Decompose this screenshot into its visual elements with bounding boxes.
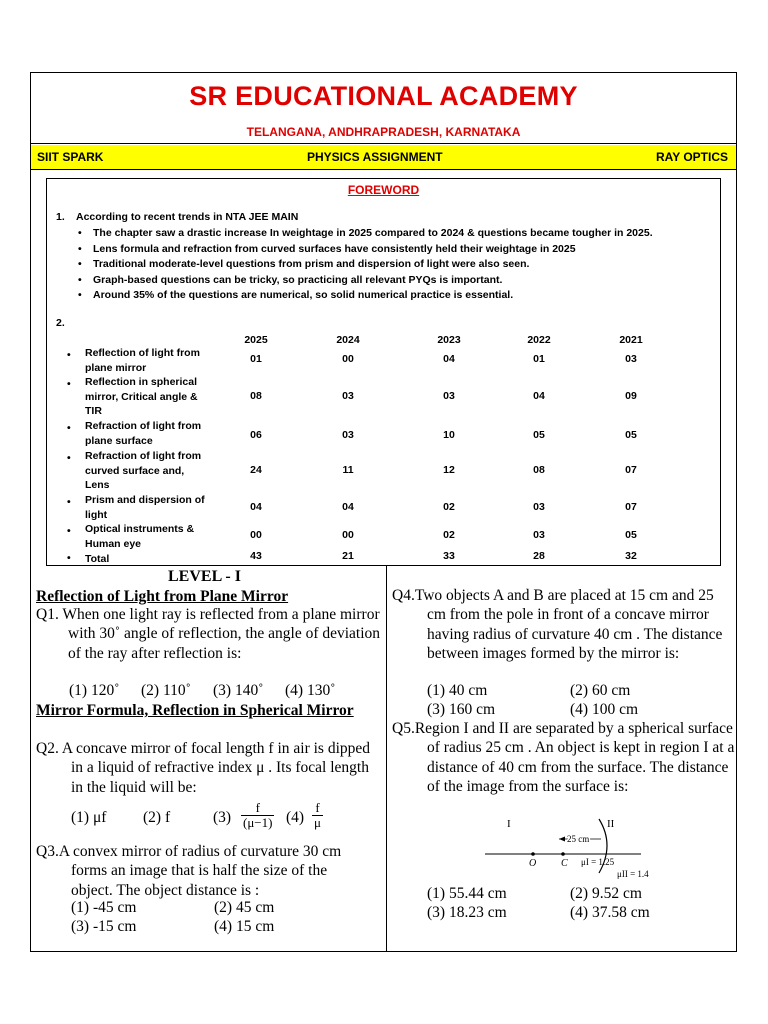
table-cell: 43 — [250, 550, 262, 562]
option: (2) 45 cm — [214, 899, 275, 916]
question-q3: Q3.A convex mirror of radius of curvature 30 cm forms an image that is half the size of the object. The object distance is : — [36, 843, 342, 899]
table-cell: 03 — [342, 390, 354, 402]
region-2-label: II — [607, 818, 615, 830]
table-cell: 01 — [533, 353, 545, 365]
academy-title: SR EDUCATIONAL ACADEMY — [189, 81, 578, 111]
list-item: • Lens formula and refraction from curved surfaces have consistently held their weightage in 2025 — [76, 243, 653, 259]
bullet-icon: • — [67, 452, 71, 464]
table-cell: 00 — [250, 529, 262, 541]
table-cell: 10 — [443, 429, 455, 441]
list-item: • The chapter saw a drastic increase In weightage in 2025 compared to 2024 & questions became tougher in 2025. — [76, 227, 653, 243]
table-cell: 08 — [533, 464, 545, 476]
topic-label: Reflection of light from plane mirror — [85, 347, 200, 374]
year-header: 2023 — [437, 334, 461, 346]
table-cell: 05 — [533, 429, 545, 441]
bullet-icon: • — [67, 525, 71, 537]
point-c-marker — [561, 852, 565, 856]
refraction-diagram — [481, 815, 671, 883]
option: (4) 37.58 cm — [570, 904, 650, 921]
q4-options — [392, 682, 732, 722]
table-cell: 04 — [443, 353, 455, 365]
point-number: 1. — [56, 211, 65, 223]
program-name: SIIT SPARK — [37, 150, 104, 164]
point-o-label: O — [529, 858, 537, 869]
point-c-label: C — [561, 858, 568, 869]
states-subtitle: TELANGANA, ANDHRAPRADESH, KARNATAKA — [246, 125, 521, 139]
table-cell: 28 — [533, 550, 545, 562]
topic-label: Total — [85, 553, 110, 565]
list-item: • Traditional moderate-level questions from prism and dispersion of light were also seen. — [76, 258, 653, 274]
bullet-icon: • — [67, 349, 71, 361]
point-o-marker — [531, 852, 535, 856]
bullet-icon: • — [67, 378, 71, 390]
option: (2) 110˚ — [141, 682, 191, 699]
table-cell: 02 — [443, 501, 455, 513]
option: (1) μf — [71, 809, 107, 826]
option: (4) 130˚ — [285, 682, 336, 699]
topic-label: Refraction of light from curved surface and, Lens — [85, 450, 202, 491]
table-cell: 03 — [533, 529, 545, 541]
question-q1: Q1. When one light ray is reflected from a plane mirror with 30˚ angle of reflection, the angle of deviation of the ray after reflection is: — [36, 606, 381, 662]
table-cell: 06 — [250, 429, 262, 441]
topic-label: Optical instruments & Human eye — [85, 523, 195, 550]
table-cell: 05 — [625, 529, 637, 541]
option: (3) — [213, 809, 232, 826]
bullet-icon: • — [67, 496, 71, 508]
table-cell: 09 — [625, 390, 637, 402]
table-cell: 03 — [443, 390, 455, 402]
option: (4) — [286, 809, 305, 826]
header-divider — [31, 143, 736, 144]
section-heading: Mirror Formula, Reflection in Spherical Mirror — [36, 702, 354, 719]
option: (2) 9.52 cm — [570, 885, 642, 902]
arrow-head-icon — [559, 837, 565, 842]
table-cell: 05 — [625, 429, 637, 441]
list-item: • Graph-based questions can be tricky, so practicing all relevant PYQs is important. — [76, 274, 653, 290]
question-q2: Q2. A concave mirror of focal length f in air is dipped in a liquid of refractive index μ . Its focal length in the liquid will be: — [36, 740, 371, 796]
table-cell: 07 — [625, 464, 637, 476]
option: (2) f — [143, 809, 171, 826]
option: (3) -15 cm — [71, 918, 137, 935]
option: (4) 15 cm — [214, 918, 275, 935]
chapter-name: RAY OPTICS — [655, 150, 728, 164]
topic-label: Prism and dispersion of light — [85, 494, 205, 521]
option: (1) -45 cm — [71, 899, 137, 916]
topic-label: Refraction of light from plane surface — [85, 420, 202, 447]
assignment-type: PHYSICS ASSIGNMENT — [307, 150, 443, 164]
mu2-label: μII = 1.4 — [617, 869, 649, 879]
option: (1) 40 cm — [427, 682, 488, 699]
option: (3) 18.23 cm — [427, 904, 507, 921]
mu1-label: μI = 1.25 — [581, 857, 615, 867]
table-cell: 12 — [443, 464, 455, 476]
option: (2) 60 cm — [570, 682, 631, 699]
fraction-option: $\frac{f}{\mu}$ — [314, 800, 321, 830]
table-cell: 04 — [533, 390, 545, 402]
point-number: 2. — [56, 317, 65, 329]
table-cell: 04 — [342, 501, 354, 513]
section-heading: Reflection of Light from Plane Mirror — [36, 588, 289, 605]
table-cell: 02 — [443, 529, 455, 541]
option: (3) 160 cm — [427, 701, 496, 718]
table-cell: 00 — [342, 529, 354, 541]
table-cell: 03 — [342, 429, 354, 441]
question-q5: Q5.Region I and II are separated by a spherical surface of radius 25 cm . An object is kept in region I at a distance of 40 cm from the surface. The distance of the image from the surface is: — [392, 720, 735, 795]
table-cell: 21 — [342, 550, 354, 562]
q3-options — [36, 899, 381, 939]
list-item: • Around 35% of the questions are numerical, so solid numerical practice is essential. — [76, 289, 653, 305]
table-cell: 11 — [342, 464, 354, 476]
option: (1) 120˚ — [69, 682, 120, 699]
table-cell: 32 — [625, 550, 637, 562]
table-cell: 33 — [443, 550, 455, 562]
bullet-icon: • — [67, 422, 71, 434]
bullet-icon: • — [67, 552, 71, 564]
trend-intro: According to recent trends in NTA JEE MAIN — [76, 211, 299, 223]
region-1-label: I — [507, 818, 511, 830]
table-cell: 00 — [342, 353, 354, 365]
option: (3) 140˚ — [213, 682, 264, 699]
q1-options — [36, 682, 381, 702]
table-cell: 08 — [250, 390, 262, 402]
year-header: 2021 — [619, 334, 643, 346]
table-cell: 07 — [625, 501, 637, 513]
q5-options — [392, 885, 732, 925]
foreword-box — [46, 178, 721, 566]
trend-list — [76, 227, 653, 305]
option: (4) 100 cm — [570, 701, 639, 718]
table-cell: 03 — [625, 353, 637, 365]
table-cell: 24 — [250, 464, 262, 476]
topic-label: Reflection in spherical mirror, Critical angle & TIR — [85, 376, 198, 417]
table-cell: 04 — [250, 501, 262, 513]
worksheet-page — [30, 72, 737, 952]
year-header: 2024 — [336, 334, 360, 346]
year-header: 2025 — [244, 334, 268, 346]
table-cell: 03 — [533, 501, 545, 513]
level-heading: LEVEL - I — [168, 568, 241, 585]
year-header: 2022 — [527, 334, 551, 346]
table-cell: 01 — [250, 353, 262, 365]
info-bar — [31, 145, 736, 170]
question-q4: Q4.Two objects A and B are placed at 15 cm and 25 cm from the pole in front of a concave mirror having radius of curvature 40 cm . The distance between images formed by the mirror is: — [392, 587, 723, 662]
distance-label: 25 cm — [567, 834, 590, 844]
fraction-option: $\frac{f}{(\mu-1)}$ — [243, 800, 273, 830]
column-divider — [386, 566, 387, 951]
foreword-title: FOREWORD — [347, 183, 420, 197]
option: (1) 55.44 cm — [427, 885, 507, 902]
q2-options — [36, 801, 381, 841]
